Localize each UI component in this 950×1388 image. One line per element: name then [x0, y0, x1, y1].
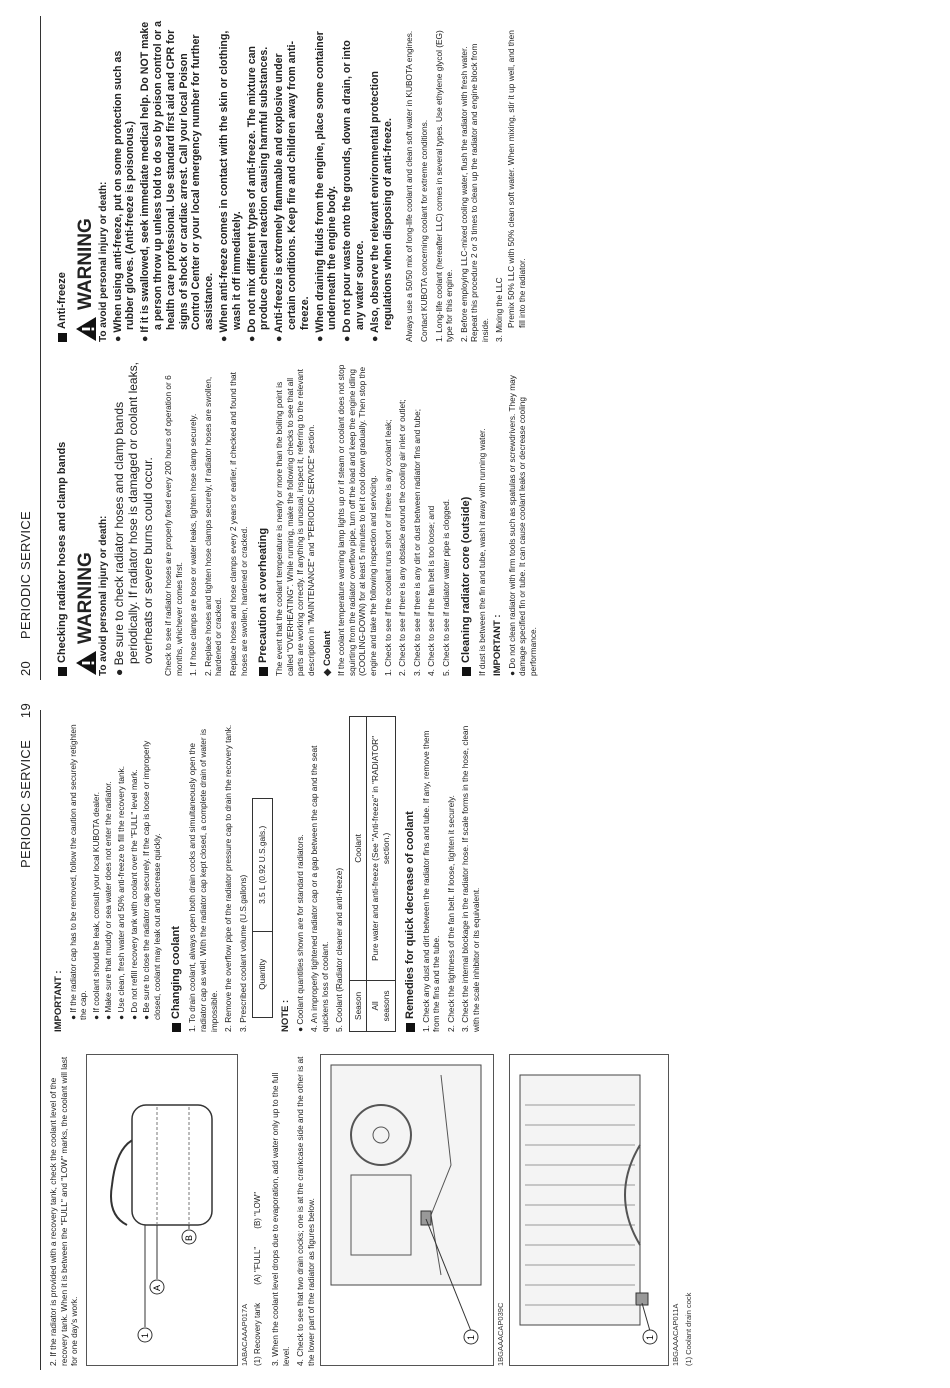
antifreeze-mix-text: Always use a 50/50 mix of long-life coolant and clean soft water in KUBOTA engines.	[404, 30, 415, 342]
overheat-title: Precaution at overheating	[257, 527, 270, 663]
important-heading: IMPORTANT :	[53, 970, 64, 1032]
legend-full: (A) "FULL"	[253, 1246, 263, 1285]
antifreeze-warning-2: ● When anti-freeze comes in contact with the skin or clothing, wash it off immediately.	[218, 20, 244, 330]
table-row	[349, 717, 367, 1032]
radiator-drawing	[510, 1054, 668, 1365]
table-cell-season: All seasons	[367, 980, 395, 1031]
heading-square-icon	[58, 333, 67, 342]
coolant-subheading: ◆ Coolant	[321, 630, 333, 676]
page-20-header-text: PERIODIC SERVICE	[18, 511, 33, 640]
hoses-heading	[56, 358, 69, 676]
coolant-step-3: 3. Check to see if there is any dirt or dust between radiator fins and tube;	[411, 408, 422, 676]
callout-fig2: 1	[466, 1334, 477, 1340]
coolant-text: If the coolant temperature warning lamp lights up or if steam or coolant does not stop squirting from the radiator overflow pipe, turn off the load and keep the engine idling (COOLING-DOWN) for at least 5 minutes to let it cool down gradually. Then stop the engine and take the following inspection and servicing.	[336, 364, 378, 676]
antifreeze-warning-4: ● Anti-freeze is extremely flammable and explosive under certain conditions. Keep fire and children away from anti-freeze.	[273, 20, 311, 330]
table-header-season: Season	[349, 980, 367, 1031]
fig1-legend	[253, 1054, 264, 1366]
remedies-title: Remedies for quick decrease of coolant	[403, 811, 416, 1019]
page-20-left-column	[48, 358, 543, 676]
note-heading: NOTE :	[279, 999, 291, 1032]
antifreeze-warning-0: ● When using anti-freeze, put on some protection such as rubber gloves. (Anti-freeze is poisonous.)	[112, 20, 138, 330]
remedy-1: 1. Check any dust and dirt between the radiator fins and tube. If any, remove them from the fins and the tube.	[420, 730, 442, 1032]
antifreeze-title: Anti-freeze	[56, 272, 68, 329]
page-19	[0, 694, 950, 1388]
antifreeze-warning-word: WARNING	[74, 218, 96, 310]
table-header-coolant: Coolant	[349, 717, 367, 981]
cleaning-text: If dust is between the fin and tube, wash it away with running water.	[476, 428, 487, 676]
remedy-2: 2. Check the tightness of the fan belt. If loose, tighten it securely.	[445, 795, 456, 1032]
page-19-rule	[40, 710, 41, 1370]
antifreeze-warning-avoid: To avoid personal injury or death:	[98, 181, 109, 342]
important-text-5: Be sure to close the radiator cap securely. If the cap is loose or improperly closed, coolant may leak out and decrease quickly.	[141, 740, 162, 1020]
table-cell-coolant: Pure water and anti-freeze (See "Anti-freeze" in "RADIATOR" section.)	[367, 717, 395, 981]
antifreeze-warning-body	[112, 20, 395, 342]
changing-step-1: 1. To drain coolant, always open both drain cocks and simultaneously open the radiator cap as well. With the radiator cap kept closed, a complete drain of water is impossible.	[187, 729, 219, 1032]
important-heading-20: IMPORTANT :	[492, 614, 504, 676]
table-row	[367, 717, 395, 1032]
important-text-0: If the radiator cap has to be removed, follow the caution and securely retighten the cap.	[67, 724, 89, 1020]
important-text-1: If coolant should be leak, consult your local KUBOTA dealer.	[90, 791, 101, 1013]
antifreeze-warning-1: ● If it is swallowed, seek immediate medical help. Do NOT make a person throw up unless told to do so by poison control or a health care professional. Use standard first aid and CPR for signs of shock or cardiac arrest. Call your local Poison Control Center or your local emergency number for further assistance.	[139, 20, 216, 330]
coolant-step-2: 2. Check to see if there is any obstacle around the cooling air inlet or outlet;	[397, 399, 408, 676]
changing-coolant-title: Changing coolant	[170, 926, 183, 1019]
hoses-text-2: Replace hoses and hose clamps every 2 years or earlier, if checked and found that hoses are swollen, hardened or cracked.	[228, 372, 249, 676]
hoses-title: Checking radiator hoses and clamp bands	[56, 441, 68, 663]
heading-square-icon	[406, 1023, 415, 1032]
important-item: ● If the radiator cap has to be removed, follow the caution and securely retighten the cap.	[67, 724, 89, 1020]
heading-square-icon	[172, 1023, 181, 1032]
hoses-step-1: 1. If hose clamps are loose or water leaks, tighten hose clamp securely.	[188, 413, 199, 676]
page-20-right-column	[48, 20, 531, 342]
step-4-text: 4. Check to see that two drain cocks; one is at the crankcase side and the other is at the lower part of the radiator as figures below.	[295, 1056, 316, 1366]
step-3-text: 3. When the coolant level drops due to evaporation, add water only up to the full level.	[269, 1072, 291, 1366]
hoses-warning-word: WARNING	[74, 552, 96, 644]
hoses-text: Check to see if radiator hoses are properly fixed every 200 hours of operation or 6 months, whichever comes first.	[163, 375, 184, 676]
hoses-warning-avoid: To avoid personal injury or death:	[98, 515, 109, 676]
step-b-5: 5. Coolant (Radiator cleaner and anti-freeze)	[334, 867, 345, 1032]
hoses-warning-title	[75, 358, 97, 676]
hoses-warning-text: ● Be sure to check radiator hoses and clamp bands periodically. If radiator hose is damaged or coolant leaks, overheats or severe burns could occur.	[112, 358, 156, 664]
step-b-4: 4. An improperly tightened radiator cap or a gap between the cap and the seat quickens loss of coolant.	[309, 745, 330, 1032]
changing-step-2: 2. Remove the overflow pipe of the radiator pressure cap to drain the recovery tank.	[223, 724, 234, 1032]
page-19-number: 19	[18, 703, 33, 719]
quantity-label: Quantity	[252, 931, 273, 1018]
changing-step-3: 3. Prescribed coolant volume (U.S.gallons)	[237, 874, 248, 1032]
important-item: ● Use clean, fresh water and 50% anti-freeze to fill the recovery tank.	[115, 765, 126, 1020]
hoses-warning-body	[112, 358, 156, 676]
warning-triangle-icon	[75, 316, 97, 342]
recovery-tank-drawing	[87, 1054, 237, 1365]
note-item: ● Coolant quantities shown are for standard radiators.	[294, 834, 305, 1032]
page-20-rule	[40, 16, 41, 680]
llc-step-3: 3. Mixing the LLC	[494, 277, 505, 342]
page-19-right-column	[48, 716, 486, 1032]
coolant-season-table	[349, 716, 396, 1032]
fig-code-2: 1BGAAACAP039C	[496, 1302, 506, 1366]
antifreeze-warning-3: ● Do not mix different types of anti-freeze. The mixture can produce chemical reaction causing harmful substances.	[246, 20, 272, 330]
engine-drawing-1	[321, 1054, 493, 1365]
important-text-3: Use clean, fresh water and 50% anti-freeze to fill the recovery tank.	[115, 765, 126, 1013]
important-text-4: Do not refill recovery tank with coolant over the "FULL" level mark.	[128, 769, 139, 1013]
quantity-value: 3.5 L (0.92 U.S.gals.)	[252, 798, 273, 931]
antifreeze-warning-title	[75, 20, 97, 342]
important-item: ● Do not refill recovery tank with coolant over the "FULL" level mark.	[128, 769, 139, 1020]
llc-step-2: 2. Before employing LLC-mixed cooling water, flush the radiator with fresh water. Repeat this procedure 2 or 3 times to clean up the radiator and engine block from inside.	[458, 43, 490, 342]
page-19-header-text: PERIODIC SERVICE	[18, 739, 33, 868]
legend-low: (B) "LOW"	[253, 1191, 263, 1229]
remedies-heading	[404, 716, 417, 1032]
callout-fig3: 1	[644, 1334, 655, 1340]
heading-square-icon	[259, 667, 268, 676]
antifreeze-warning-5: ● When draining fluids from the engine, place some container underneath the engine body.	[314, 20, 340, 330]
legend-recovery-tank: (1) Recovery tank	[253, 1302, 263, 1366]
important-item: ● Make sure that muddy or sea water does not enter the radiator.	[103, 781, 114, 1020]
heading-square-icon	[58, 667, 67, 676]
callout-b: B	[183, 1234, 194, 1241]
antifreeze-warning-6: ● Do not pour waste onto the grounds, down a drain, or into any water source.	[341, 20, 367, 330]
antifreeze-warning-7: ● Also, observe the relevant environmental protection regulations when disposing of anti-freeze.	[369, 20, 395, 330]
coolant-step-4: 4. Check to see if the fan belt is too loose; and	[426, 505, 437, 676]
callout-1: 1	[139, 1332, 150, 1338]
callout-a: A	[151, 1284, 162, 1291]
hoses-step-2: 2. Replace hoses and tighten hose clamps securely, if radiator hoses are swollen, hardened or cracked.	[202, 376, 224, 676]
remedy-3: 3. Check the internal blockage in the radiator hose. If scale forms in the hose, clean with the scale inhibitor or its equivalent.	[460, 725, 482, 1032]
coolant-drain-cock-caption: (1) Coolant drain cock	[683, 1292, 693, 1366]
important-text-2: Make sure that muddy or sea water does not enter the radiator.	[103, 781, 114, 1013]
important-item-20: ● Do not clean radiator with firm tools such as spatulas or screwdrivers. They may damage specified fin or tube. It can cause coolant leaks or decrease cooling performance.	[506, 375, 538, 676]
recovery-tank-figure	[86, 1054, 238, 1366]
coolant-step-5: 5. Check to see if radiator water pipe is clogged.	[440, 498, 451, 676]
overheat-text: The event that the coolant temperature is nearly or more than the boiling point is called "OVERHEATING". While running, make the following checks to see that all parts are working correctly. If anything is unusual, inspect it, referring to the relevant description in "MAINTENANCE" and "PERIODIC SERVICE" section.	[274, 369, 317, 676]
fig-code-1: 1ABACAAAP017A	[239, 1303, 249, 1366]
fig-code-3: 1BGAAACAP011A	[670, 1303, 680, 1366]
important-list	[68, 716, 163, 1032]
important-item: ● Be sure to close the radiator cap securely. If the cap is loose or improperly closed, coolant may leak out and decrease quickly.	[141, 740, 162, 1020]
page-20-number: 20	[18, 660, 33, 676]
antifreeze-contact-text: Contact KUBOTA concerning coolant for extreme conditions.	[418, 119, 429, 342]
heading-square-icon	[462, 667, 471, 676]
coolant-quantity-table	[252, 798, 273, 1018]
cleaning-heading	[460, 358, 473, 676]
warning-triangle-icon	[75, 650, 97, 676]
recovery-tank-intro: 2. If the radiator is provided with a recovery tank, check the coolant level of the recovery tank. When it is between the "FULL" and "LOW" marks, the coolant will last for one day's work.	[48, 1056, 80, 1366]
page-19-header	[18, 703, 33, 868]
cleaning-title: Cleaning radiator core (outside)	[459, 496, 472, 663]
changing-coolant-heading	[170, 716, 183, 1032]
note-text: Coolant quantities shown are for standard radiators.	[294, 834, 305, 1025]
page-20-header	[18, 511, 33, 676]
page-19-left-column	[48, 1054, 695, 1366]
important-item: ● If coolant should be leak, consult your local KUBOTA dealer.	[90, 791, 101, 1020]
drain-cock-figure-2	[509, 1054, 669, 1366]
overheat-heading	[257, 358, 270, 676]
drain-cock-figure-1	[320, 1054, 494, 1366]
antifreeze-heading	[56, 20, 69, 342]
llc-mixing-text: Premix 50% LLC with 50% clean soft water. When mixing, stir it up well, and then fill into the radiator.	[506, 30, 527, 328]
llc-step-1: 1. Long-life coolant (hereafter LLC) comes in several types. Use ethylene glycol (EG) type for this engine.	[433, 30, 455, 342]
important-text-20: Do not clean radiator with firm tools such as spatulas or screwdrivers. They may damage specified fin or tube. It can cause coolant leaks or decrease cooling performance.	[506, 375, 538, 676]
coolant-step-1: 1. Check to see if the coolant runs short or if there is any coolant leak;	[382, 419, 393, 676]
